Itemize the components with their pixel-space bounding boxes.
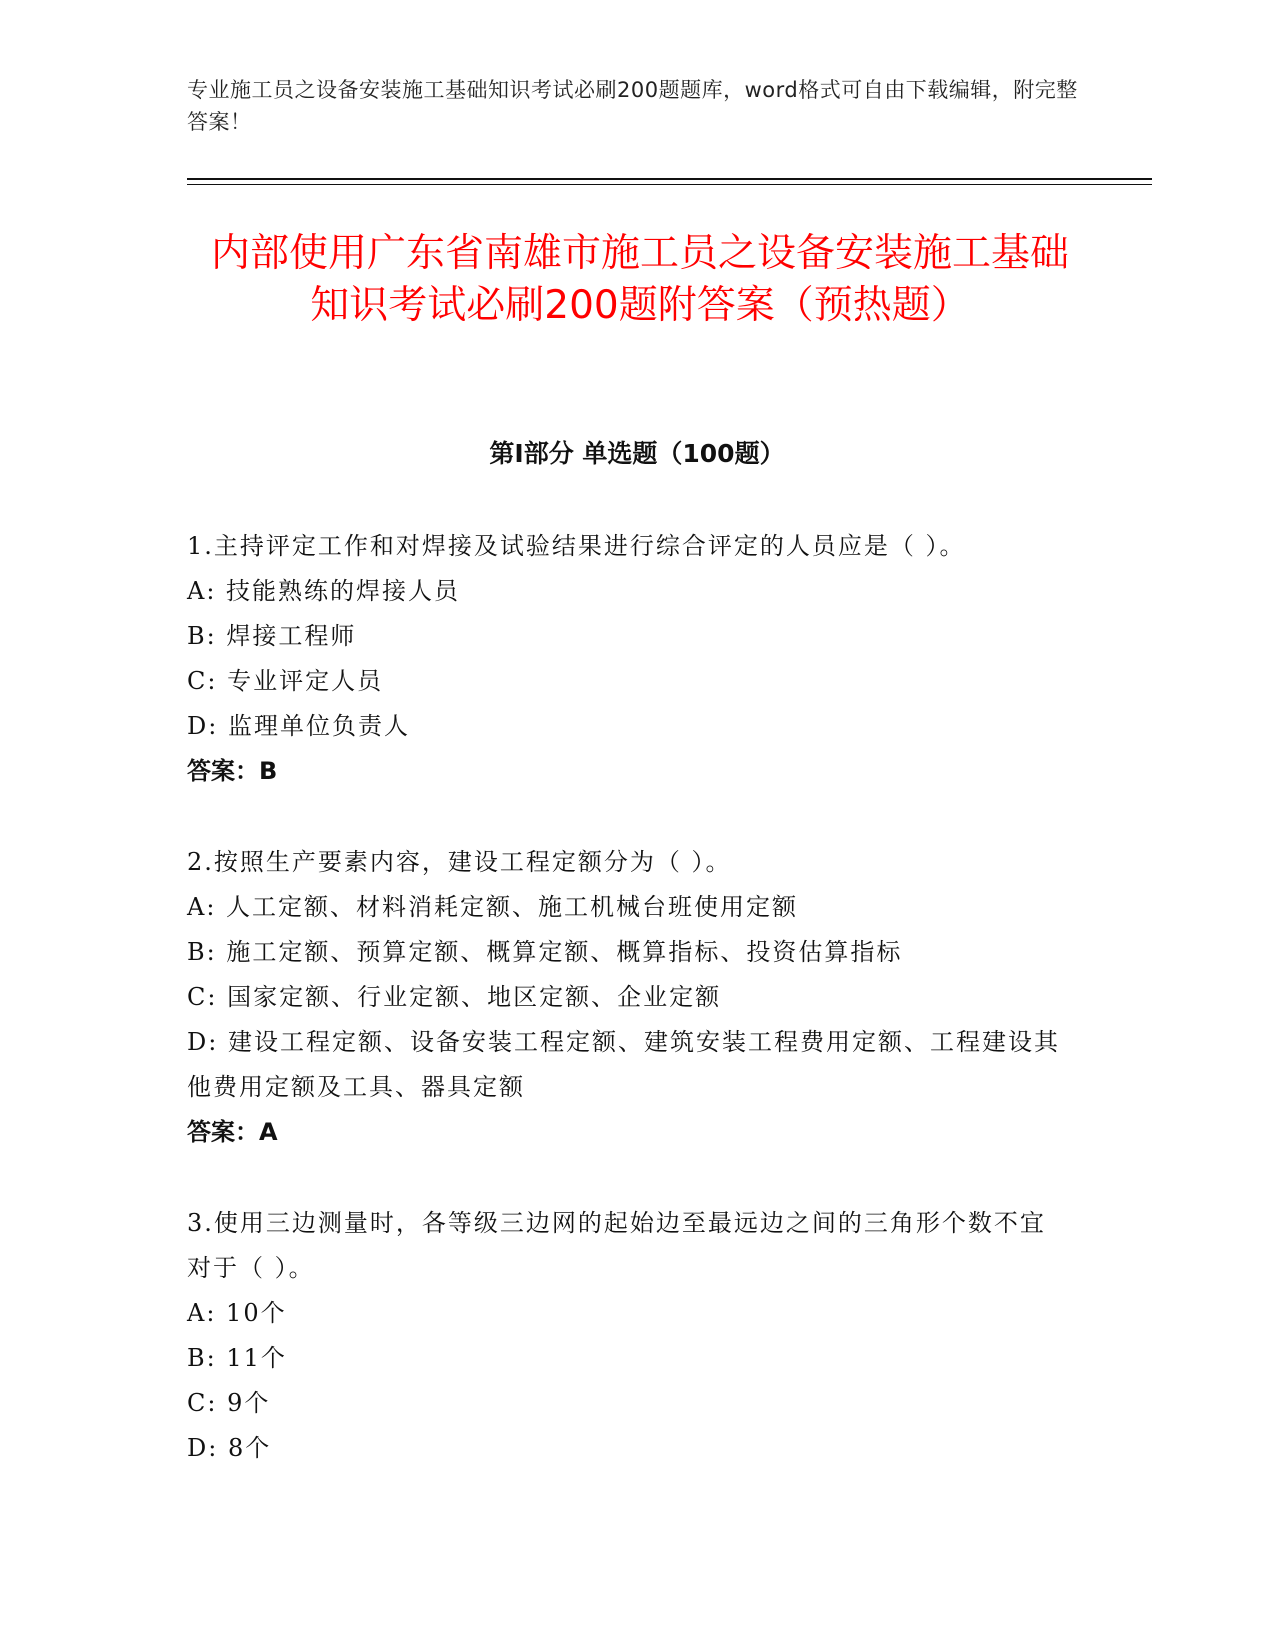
question-stem: 2.按照生产要素内容，建设工程定额分为（ ）。 — [187, 848, 732, 876]
question-list — [187, 524, 1067, 1517]
option-a: A: 人工定额、材料消耗定额、施工机械台班使用定额 — [187, 893, 799, 921]
document-title: 内部使用广东省南雄市施工员之设备安装施工基础知识考试必刷200题附答案（预热题） — [210, 231, 1069, 328]
header-note: 专业施工员之设备安装施工基础知识考试必刷200题题库，word格式可自由下载编辑，附完整答案！ — [187, 78, 1078, 134]
option-a: A: 技能熟练的焊接人员 — [187, 577, 461, 605]
option-c: C: 9个 — [187, 1389, 271, 1417]
question-1 — [187, 524, 1067, 794]
answer: 答案：B — [187, 757, 278, 785]
question-3 — [187, 1201, 1067, 1471]
option-d: D: 8个 — [187, 1434, 272, 1462]
option-d: D: 建设工程定额、设备安装工程定额、建筑安装工程费用定额、工程建设其他费用定额及工具、器具定额 — [187, 1028, 1060, 1101]
option-b: B: 11个 — [187, 1344, 287, 1372]
question-stem: 3.使用三边测量时，各等级三边网的起始边至最远边之间的三角形个数不宜对于（ ）。 — [187, 1209, 1046, 1282]
header-rule-thick — [187, 178, 1152, 180]
option-b: B: 焊接工程师 — [187, 622, 357, 650]
option-c: C: 专业评定人员 — [187, 667, 384, 695]
answer: 答案：A — [187, 1118, 278, 1146]
question-stem: 1.主持评定工作和对焊接及试验结果进行综合评定的人员应是（ ）。 — [187, 532, 966, 560]
option-a: A: 10个 — [187, 1299, 287, 1327]
option-c: C: 国家定额、行业定额、地区定额、企业定额 — [187, 983, 722, 1011]
section-title: 第I部分 单选题（100题） — [489, 439, 785, 468]
question-2 — [187, 840, 1067, 1155]
header-rule-thin — [187, 184, 1152, 185]
option-d: D: 监理单位负责人 — [187, 712, 410, 740]
option-b: B: 施工定额、预算定额、概算定额、概算指标、投资估算指标 — [187, 938, 903, 966]
